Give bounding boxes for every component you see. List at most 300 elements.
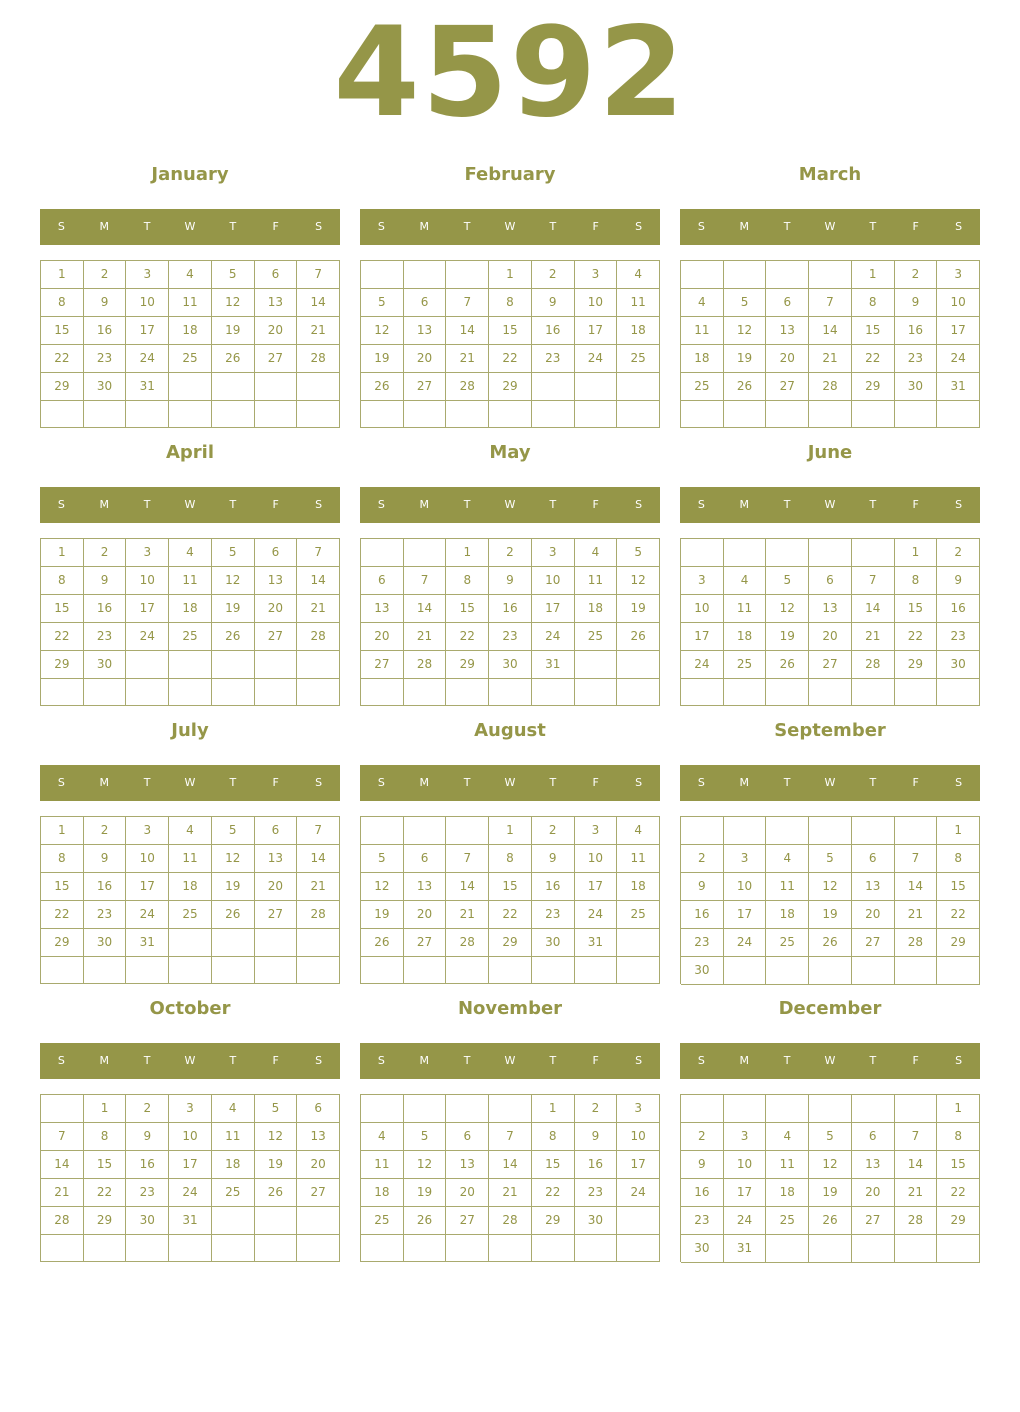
day-cell: 25 bbox=[169, 901, 212, 929]
day-cell: 27 bbox=[446, 1207, 489, 1235]
weekday-label: S bbox=[315, 1054, 323, 1067]
empty-cell bbox=[84, 679, 127, 706]
day-cell: 22 bbox=[446, 623, 489, 651]
weekday-header bbox=[680, 487, 980, 523]
day-cell: 19 bbox=[724, 345, 767, 373]
empty-cell bbox=[297, 401, 340, 428]
empty-cell bbox=[84, 1235, 127, 1262]
day-cell: 3 bbox=[126, 261, 169, 289]
weekday-label: T bbox=[783, 1054, 791, 1067]
empty-cell bbox=[255, 929, 298, 957]
day-cell: 19 bbox=[212, 317, 255, 345]
day-cell: 5 bbox=[724, 289, 767, 317]
day-cell: 30 bbox=[895, 373, 938, 401]
day-cell: 16 bbox=[126, 1151, 169, 1179]
day-cell: 5 bbox=[255, 1095, 298, 1123]
month-name: October bbox=[149, 998, 231, 1019]
day-cell: 18 bbox=[212, 1151, 255, 1179]
day-cell: 25 bbox=[617, 345, 660, 373]
day-grid bbox=[680, 538, 980, 706]
day-cell: 26 bbox=[809, 929, 852, 957]
day-cell: 27 bbox=[852, 929, 895, 957]
empty-cell bbox=[212, 651, 255, 679]
empty-cell bbox=[681, 817, 724, 845]
day-cell: 13 bbox=[766, 317, 809, 345]
empty-cell bbox=[617, 679, 660, 706]
empty-cell bbox=[404, 1095, 447, 1123]
weekday-label: W bbox=[824, 776, 836, 789]
day-cell: 4 bbox=[617, 817, 660, 845]
empty-cell bbox=[361, 539, 404, 567]
day-cell: 3 bbox=[575, 261, 618, 289]
empty-cell bbox=[809, 1235, 852, 1263]
weekday-label: S bbox=[955, 776, 963, 789]
day-cell: 12 bbox=[404, 1151, 447, 1179]
day-cell: 11 bbox=[766, 873, 809, 901]
empty-cell bbox=[169, 679, 212, 706]
day-cell: 7 bbox=[297, 261, 340, 289]
empty-cell bbox=[212, 1235, 255, 1262]
day-cell: 17 bbox=[126, 317, 169, 345]
day-cell: 4 bbox=[212, 1095, 255, 1123]
day-cell: 18 bbox=[617, 317, 660, 345]
day-cell: 22 bbox=[84, 1179, 127, 1207]
day-cell: 13 bbox=[361, 595, 404, 623]
day-cell: 25 bbox=[169, 623, 212, 651]
day-cell: 24 bbox=[575, 901, 618, 929]
day-cell: 21 bbox=[895, 1179, 938, 1207]
day-cell: 27 bbox=[766, 373, 809, 401]
day-cell: 12 bbox=[212, 289, 255, 317]
day-cell: 20 bbox=[297, 1151, 340, 1179]
day-cell: 6 bbox=[809, 567, 852, 595]
day-cell: 27 bbox=[809, 651, 852, 679]
day-cell: 4 bbox=[724, 567, 767, 595]
day-cell: 26 bbox=[212, 623, 255, 651]
empty-cell bbox=[212, 679, 255, 706]
weekday-label: M bbox=[739, 220, 750, 233]
day-cell: 28 bbox=[297, 901, 340, 929]
day-cell: 27 bbox=[404, 373, 447, 401]
day-cell: 10 bbox=[724, 873, 767, 901]
empty-cell bbox=[84, 957, 127, 984]
day-cell: 11 bbox=[617, 289, 660, 317]
day-cell: 4 bbox=[169, 261, 212, 289]
weekday-label: M bbox=[99, 220, 110, 233]
day-cell: 21 bbox=[446, 345, 489, 373]
weekday-label: T bbox=[783, 498, 791, 511]
day-cell: 7 bbox=[809, 289, 852, 317]
day-grid bbox=[40, 1094, 340, 1262]
weekday-label: F bbox=[272, 776, 279, 789]
day-cell: 17 bbox=[937, 317, 980, 345]
weekday-label: S bbox=[955, 1054, 963, 1067]
day-cell: 25 bbox=[617, 901, 660, 929]
empty-cell bbox=[681, 261, 724, 289]
empty-cell bbox=[766, 539, 809, 567]
empty-cell bbox=[255, 1207, 298, 1235]
day-cell: 30 bbox=[575, 1207, 618, 1235]
day-cell: 24 bbox=[575, 345, 618, 373]
day-cell: 9 bbox=[575, 1123, 618, 1151]
empty-cell bbox=[297, 651, 340, 679]
day-cell: 20 bbox=[852, 1179, 895, 1207]
day-cell: 3 bbox=[937, 261, 980, 289]
day-cell: 7 bbox=[404, 567, 447, 595]
empty-cell bbox=[41, 1095, 84, 1123]
day-cell: 6 bbox=[852, 845, 895, 873]
day-cell: 7 bbox=[446, 289, 489, 317]
day-cell: 29 bbox=[41, 929, 84, 957]
day-cell: 13 bbox=[852, 1151, 895, 1179]
day-cell: 1 bbox=[937, 1095, 980, 1123]
empty-cell bbox=[404, 679, 447, 706]
day-cell: 25 bbox=[361, 1207, 404, 1235]
day-cell: 11 bbox=[169, 289, 212, 317]
day-cell: 23 bbox=[681, 1207, 724, 1235]
empty-cell bbox=[255, 651, 298, 679]
weekday-header bbox=[680, 209, 980, 245]
month-name: June bbox=[807, 442, 853, 463]
day-cell: 28 bbox=[895, 929, 938, 957]
day-cell: 22 bbox=[532, 1179, 575, 1207]
day-cell: 21 bbox=[297, 317, 340, 345]
month-name: April bbox=[165, 442, 215, 463]
day-cell: 16 bbox=[84, 873, 127, 901]
empty-cell bbox=[532, 1235, 575, 1262]
day-cell: 2 bbox=[126, 1095, 169, 1123]
month-name: December bbox=[778, 998, 882, 1019]
empty-cell bbox=[681, 401, 724, 428]
empty-cell bbox=[297, 929, 340, 957]
weekday-label: W bbox=[824, 1054, 836, 1067]
day-cell: 9 bbox=[681, 873, 724, 901]
weekday-label: W bbox=[504, 1054, 516, 1067]
empty-cell bbox=[41, 401, 84, 428]
day-cell: 7 bbox=[852, 567, 895, 595]
day-cell: 2 bbox=[84, 539, 127, 567]
day-cell: 14 bbox=[895, 873, 938, 901]
empty-cell bbox=[361, 817, 404, 845]
day-cell: 17 bbox=[532, 595, 575, 623]
empty-cell bbox=[766, 261, 809, 289]
weekday-label: S bbox=[57, 1054, 65, 1067]
weekday-label: F bbox=[912, 498, 919, 511]
empty-cell bbox=[169, 401, 212, 428]
weekday-label: T bbox=[549, 1054, 557, 1067]
weekday-label: M bbox=[99, 776, 110, 789]
day-cell: 7 bbox=[446, 845, 489, 873]
day-cell: 9 bbox=[937, 567, 980, 595]
day-cell: 2 bbox=[532, 817, 575, 845]
day-cell: 12 bbox=[766, 595, 809, 623]
day-cell: 21 bbox=[489, 1179, 532, 1207]
weekday-label: T bbox=[229, 498, 237, 511]
day-cell: 24 bbox=[681, 651, 724, 679]
day-cell: 26 bbox=[255, 1179, 298, 1207]
weekday-label: T bbox=[549, 498, 557, 511]
weekday-label: M bbox=[419, 220, 430, 233]
day-cell: 9 bbox=[84, 845, 127, 873]
day-cell: 22 bbox=[937, 1179, 980, 1207]
day-cell: 8 bbox=[532, 1123, 575, 1151]
day-cell: 28 bbox=[809, 373, 852, 401]
day-cell: 22 bbox=[41, 623, 84, 651]
day-cell: 30 bbox=[681, 957, 724, 985]
weekday-label: T bbox=[229, 1054, 237, 1067]
day-cell: 31 bbox=[126, 929, 169, 957]
day-cell: 28 bbox=[895, 1207, 938, 1235]
weekday-label: S bbox=[697, 498, 705, 511]
empty-cell bbox=[212, 929, 255, 957]
day-cell: 23 bbox=[84, 345, 127, 373]
day-cell: 10 bbox=[532, 567, 575, 595]
day-cell: 14 bbox=[489, 1151, 532, 1179]
day-cell: 13 bbox=[446, 1151, 489, 1179]
weekday-label: F bbox=[272, 1054, 279, 1067]
day-cell: 1 bbox=[532, 1095, 575, 1123]
day-cell: 8 bbox=[41, 289, 84, 317]
day-cell: 18 bbox=[169, 317, 212, 345]
day-cell: 26 bbox=[361, 929, 404, 957]
day-cell: 14 bbox=[895, 1151, 938, 1179]
day-cell: 12 bbox=[212, 845, 255, 873]
day-cell: 28 bbox=[404, 651, 447, 679]
day-cell: 11 bbox=[169, 845, 212, 873]
day-cell: 18 bbox=[681, 345, 724, 373]
day-cell: 24 bbox=[724, 929, 767, 957]
day-cell: 18 bbox=[724, 623, 767, 651]
day-cell: 20 bbox=[255, 595, 298, 623]
day-cell: 16 bbox=[575, 1151, 618, 1179]
day-cell: 10 bbox=[126, 289, 169, 317]
day-cell: 26 bbox=[212, 345, 255, 373]
weekday-label: F bbox=[592, 498, 599, 511]
empty-cell bbox=[446, 1095, 489, 1123]
day-cell: 20 bbox=[809, 623, 852, 651]
empty-cell bbox=[404, 1235, 447, 1262]
empty-cell bbox=[212, 373, 255, 401]
empty-cell bbox=[937, 957, 980, 985]
empty-cell bbox=[489, 401, 532, 428]
day-cell: 16 bbox=[681, 901, 724, 929]
day-cell: 19 bbox=[255, 1151, 298, 1179]
empty-cell bbox=[724, 957, 767, 985]
day-cell: 15 bbox=[852, 317, 895, 345]
empty-cell bbox=[617, 401, 660, 428]
empty-cell bbox=[852, 817, 895, 845]
weekday-label: M bbox=[419, 498, 430, 511]
day-cell: 1 bbox=[41, 539, 84, 567]
day-cell: 24 bbox=[724, 1207, 767, 1235]
day-cell: 24 bbox=[532, 623, 575, 651]
day-cell: 10 bbox=[575, 845, 618, 873]
day-cell: 8 bbox=[489, 845, 532, 873]
day-cell: 29 bbox=[937, 929, 980, 957]
day-cell: 12 bbox=[361, 873, 404, 901]
weekday-header bbox=[680, 765, 980, 801]
weekday-label: F bbox=[272, 498, 279, 511]
day-cell: 16 bbox=[937, 595, 980, 623]
day-cell: 19 bbox=[809, 1179, 852, 1207]
weekday-label: W bbox=[184, 220, 196, 233]
day-cell: 2 bbox=[489, 539, 532, 567]
day-cell: 19 bbox=[809, 901, 852, 929]
empty-cell bbox=[446, 1235, 489, 1262]
day-cell: 1 bbox=[84, 1095, 127, 1123]
empty-cell bbox=[169, 929, 212, 957]
day-cell: 11 bbox=[169, 567, 212, 595]
empty-cell bbox=[404, 817, 447, 845]
month-name: August bbox=[474, 720, 546, 741]
empty-cell bbox=[41, 957, 84, 984]
weekday-label: W bbox=[504, 776, 516, 789]
empty-cell bbox=[255, 957, 298, 984]
weekday-label: S bbox=[697, 1054, 705, 1067]
empty-cell bbox=[575, 679, 618, 706]
weekday-label: T bbox=[229, 220, 237, 233]
day-cell: 1 bbox=[937, 817, 980, 845]
empty-cell bbox=[361, 261, 404, 289]
day-cell: 20 bbox=[255, 317, 298, 345]
empty-cell bbox=[766, 1235, 809, 1263]
weekday-label: T bbox=[143, 220, 151, 233]
weekday-label: S bbox=[635, 776, 643, 789]
weekday-label: W bbox=[504, 498, 516, 511]
day-cell: 1 bbox=[489, 817, 532, 845]
day-cell: 8 bbox=[489, 289, 532, 317]
weekday-label: S bbox=[57, 776, 65, 789]
day-cell: 19 bbox=[212, 873, 255, 901]
empty-cell bbox=[937, 1235, 980, 1263]
day-cell: 8 bbox=[852, 289, 895, 317]
day-cell: 7 bbox=[489, 1123, 532, 1151]
empty-cell bbox=[255, 373, 298, 401]
day-cell: 6 bbox=[361, 567, 404, 595]
day-cell: 30 bbox=[126, 1207, 169, 1235]
empty-cell bbox=[532, 957, 575, 984]
day-cell: 23 bbox=[681, 929, 724, 957]
weekday-header bbox=[40, 1043, 340, 1079]
empty-cell bbox=[169, 373, 212, 401]
empty-cell bbox=[809, 539, 852, 567]
month-name: September bbox=[774, 720, 886, 741]
weekday-label: S bbox=[377, 776, 385, 789]
day-grid bbox=[360, 816, 660, 984]
day-cell: 3 bbox=[126, 539, 169, 567]
empty-cell bbox=[404, 539, 447, 567]
empty-cell bbox=[212, 957, 255, 984]
month-name: July bbox=[171, 720, 209, 741]
empty-cell bbox=[809, 401, 852, 428]
day-cell: 12 bbox=[212, 567, 255, 595]
weekday-label: T bbox=[143, 1054, 151, 1067]
day-cell: 31 bbox=[575, 929, 618, 957]
day-cell: 5 bbox=[212, 539, 255, 567]
day-cell: 24 bbox=[126, 345, 169, 373]
weekday-header bbox=[360, 487, 660, 523]
day-cell: 2 bbox=[84, 261, 127, 289]
empty-cell bbox=[724, 1095, 767, 1123]
empty-cell bbox=[852, 1095, 895, 1123]
day-cell: 21 bbox=[297, 595, 340, 623]
empty-cell bbox=[617, 1207, 660, 1235]
day-cell: 11 bbox=[681, 317, 724, 345]
day-cell: 5 bbox=[361, 289, 404, 317]
empty-cell bbox=[255, 401, 298, 428]
weekday-label: T bbox=[463, 1054, 471, 1067]
day-cell: 2 bbox=[895, 261, 938, 289]
day-cell: 8 bbox=[937, 845, 980, 873]
empty-cell bbox=[446, 679, 489, 706]
day-cell: 18 bbox=[766, 1179, 809, 1207]
day-grid bbox=[40, 816, 340, 984]
day-cell: 26 bbox=[617, 623, 660, 651]
empty-cell bbox=[809, 1095, 852, 1123]
day-cell: 24 bbox=[126, 623, 169, 651]
weekday-header bbox=[360, 209, 660, 245]
day-cell: 24 bbox=[169, 1179, 212, 1207]
day-cell: 31 bbox=[169, 1207, 212, 1235]
weekday-label: W bbox=[184, 1054, 196, 1067]
day-cell: 25 bbox=[681, 373, 724, 401]
empty-cell bbox=[126, 651, 169, 679]
day-cell: 24 bbox=[617, 1179, 660, 1207]
empty-cell bbox=[724, 539, 767, 567]
day-cell: 1 bbox=[446, 539, 489, 567]
empty-cell bbox=[852, 539, 895, 567]
day-cell: 2 bbox=[575, 1095, 618, 1123]
empty-cell bbox=[489, 679, 532, 706]
day-cell: 21 bbox=[446, 901, 489, 929]
weekday-label: T bbox=[783, 220, 791, 233]
day-cell: 30 bbox=[681, 1235, 724, 1263]
empty-cell bbox=[575, 1235, 618, 1262]
weekday-label: S bbox=[697, 776, 705, 789]
day-cell: 7 bbox=[895, 845, 938, 873]
empty-cell bbox=[169, 651, 212, 679]
day-cell: 8 bbox=[446, 567, 489, 595]
day-cell: 1 bbox=[852, 261, 895, 289]
empty-cell bbox=[361, 679, 404, 706]
empty-cell bbox=[532, 401, 575, 428]
empty-cell bbox=[895, 401, 938, 428]
empty-cell bbox=[575, 957, 618, 984]
empty-cell bbox=[404, 261, 447, 289]
day-cell: 22 bbox=[489, 901, 532, 929]
empty-cell bbox=[681, 679, 724, 706]
empty-cell bbox=[937, 679, 980, 706]
weekday-label: S bbox=[315, 220, 323, 233]
day-cell: 5 bbox=[809, 845, 852, 873]
day-cell: 8 bbox=[41, 567, 84, 595]
year-title: 4592 bbox=[333, 1, 687, 145]
day-cell: 20 bbox=[361, 623, 404, 651]
day-cell: 19 bbox=[212, 595, 255, 623]
weekday-label: T bbox=[869, 220, 877, 233]
day-cell: 10 bbox=[937, 289, 980, 317]
day-cell: 6 bbox=[766, 289, 809, 317]
day-cell: 21 bbox=[895, 901, 938, 929]
weekday-label: S bbox=[377, 498, 385, 511]
empty-cell bbox=[297, 1235, 340, 1262]
day-cell: 17 bbox=[724, 1179, 767, 1207]
day-cell: 23 bbox=[84, 901, 127, 929]
day-cell: 31 bbox=[937, 373, 980, 401]
empty-cell bbox=[575, 401, 618, 428]
day-cell: 21 bbox=[809, 345, 852, 373]
day-cell: 5 bbox=[361, 845, 404, 873]
